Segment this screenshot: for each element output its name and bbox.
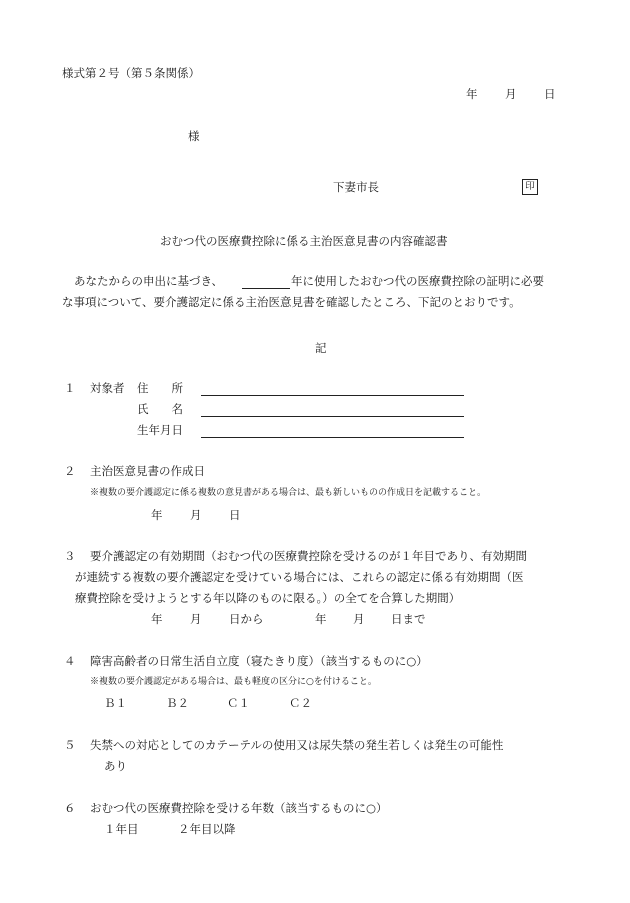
section3-to-day: 日まで	[391, 612, 426, 626]
seal-mark: 印	[522, 179, 538, 195]
section2-year: 年	[151, 508, 163, 522]
section6-number: ６	[64, 801, 76, 815]
section3-from-month: 月	[190, 612, 202, 626]
name-line	[201, 416, 464, 417]
header-date-year: 年	[466, 87, 478, 101]
section3-to-year: 年	[315, 612, 327, 626]
option-year1[interactable]: １年目	[104, 822, 139, 836]
section2-note: ※複数の要介護認定に係る複数の意見書がある場合は、最も新しいものの作成日を記載すること。	[90, 488, 487, 498]
section1-number: １	[64, 381, 76, 395]
header-date-day: 日	[544, 87, 556, 101]
intro-year-blank	[242, 288, 290, 289]
section4-number: ４	[64, 654, 76, 668]
section1-label: 対象者	[90, 381, 125, 395]
section3-from-day: 日から	[229, 612, 264, 626]
section3-line2: が連続する複数の要介護認定を受けている場合には、これらの認定に係る有効期間（医	[75, 570, 524, 584]
address-line	[201, 395, 464, 396]
section6-title: おむつ代の医療費控除を受ける年数（該当するものに○）	[90, 801, 388, 815]
section2-day: 日	[229, 508, 241, 522]
form-number: 様式第２号（第５条関係）	[62, 66, 200, 80]
section2-month: 月	[190, 508, 202, 522]
issuer: 下妻市長	[333, 180, 379, 194]
addressee-suffix: 様	[188, 129, 200, 143]
option-b1[interactable]: Ｂ１	[104, 696, 127, 710]
header-date-month: 月	[505, 87, 517, 101]
section2-number: ２	[64, 464, 76, 478]
section5-value[interactable]: あり	[104, 759, 127, 773]
option-b2[interactable]: Ｂ２	[166, 696, 189, 710]
birth-line	[201, 437, 464, 438]
section3-to-month: 月	[353, 612, 365, 626]
ki-heading: 記	[315, 341, 327, 355]
section3-line3: 療費控除を受けようとする年以降のものに限る。）の全てを合算した期間）	[75, 591, 461, 605]
section3-from-year: 年	[151, 612, 163, 626]
option-year2-plus[interactable]: ２年目以降	[178, 822, 236, 836]
birth-label: 生年月日	[137, 423, 183, 437]
section5-number: ５	[64, 738, 76, 752]
section3-line1: 要介護認定の有効期間（おむつ代の医療費控除を受けるのが１年目であり、有効期間	[90, 549, 527, 563]
intro-line1-pre: あなたからの申出に基づき、	[74, 274, 224, 288]
document-title: おむつ代の医療費控除に係る主治医意見書の内容確認書	[160, 234, 448, 248]
intro-line1-post: 年に使用したおむつ代の医療費控除の証明に必要	[291, 274, 544, 288]
section4-note: ※複数の要介護認定がある場合は、最も軽度の区分に○を付けること。	[90, 677, 377, 687]
section4-title: 障害高齢者の日常生活自立度（寝たきり度）（該当するものに○）	[90, 654, 428, 668]
section3-number: ３	[64, 549, 76, 563]
section5-title: 失禁への対応としてのカテーテルの使用又は尿失禁の発生若しくは発生の可能性	[90, 738, 504, 752]
name-label: 氏 名	[137, 402, 183, 416]
option-c2[interactable]: Ｃ２	[289, 696, 312, 710]
section2-title: 主治医意見書の作成日	[90, 464, 205, 478]
address-label: 住 所	[137, 381, 183, 395]
intro-line2: な事項について、要介護認定に係る主治医意見書を確認したところ、下記のとおりです。	[62, 295, 521, 309]
option-c1[interactable]: Ｃ１	[227, 696, 250, 710]
